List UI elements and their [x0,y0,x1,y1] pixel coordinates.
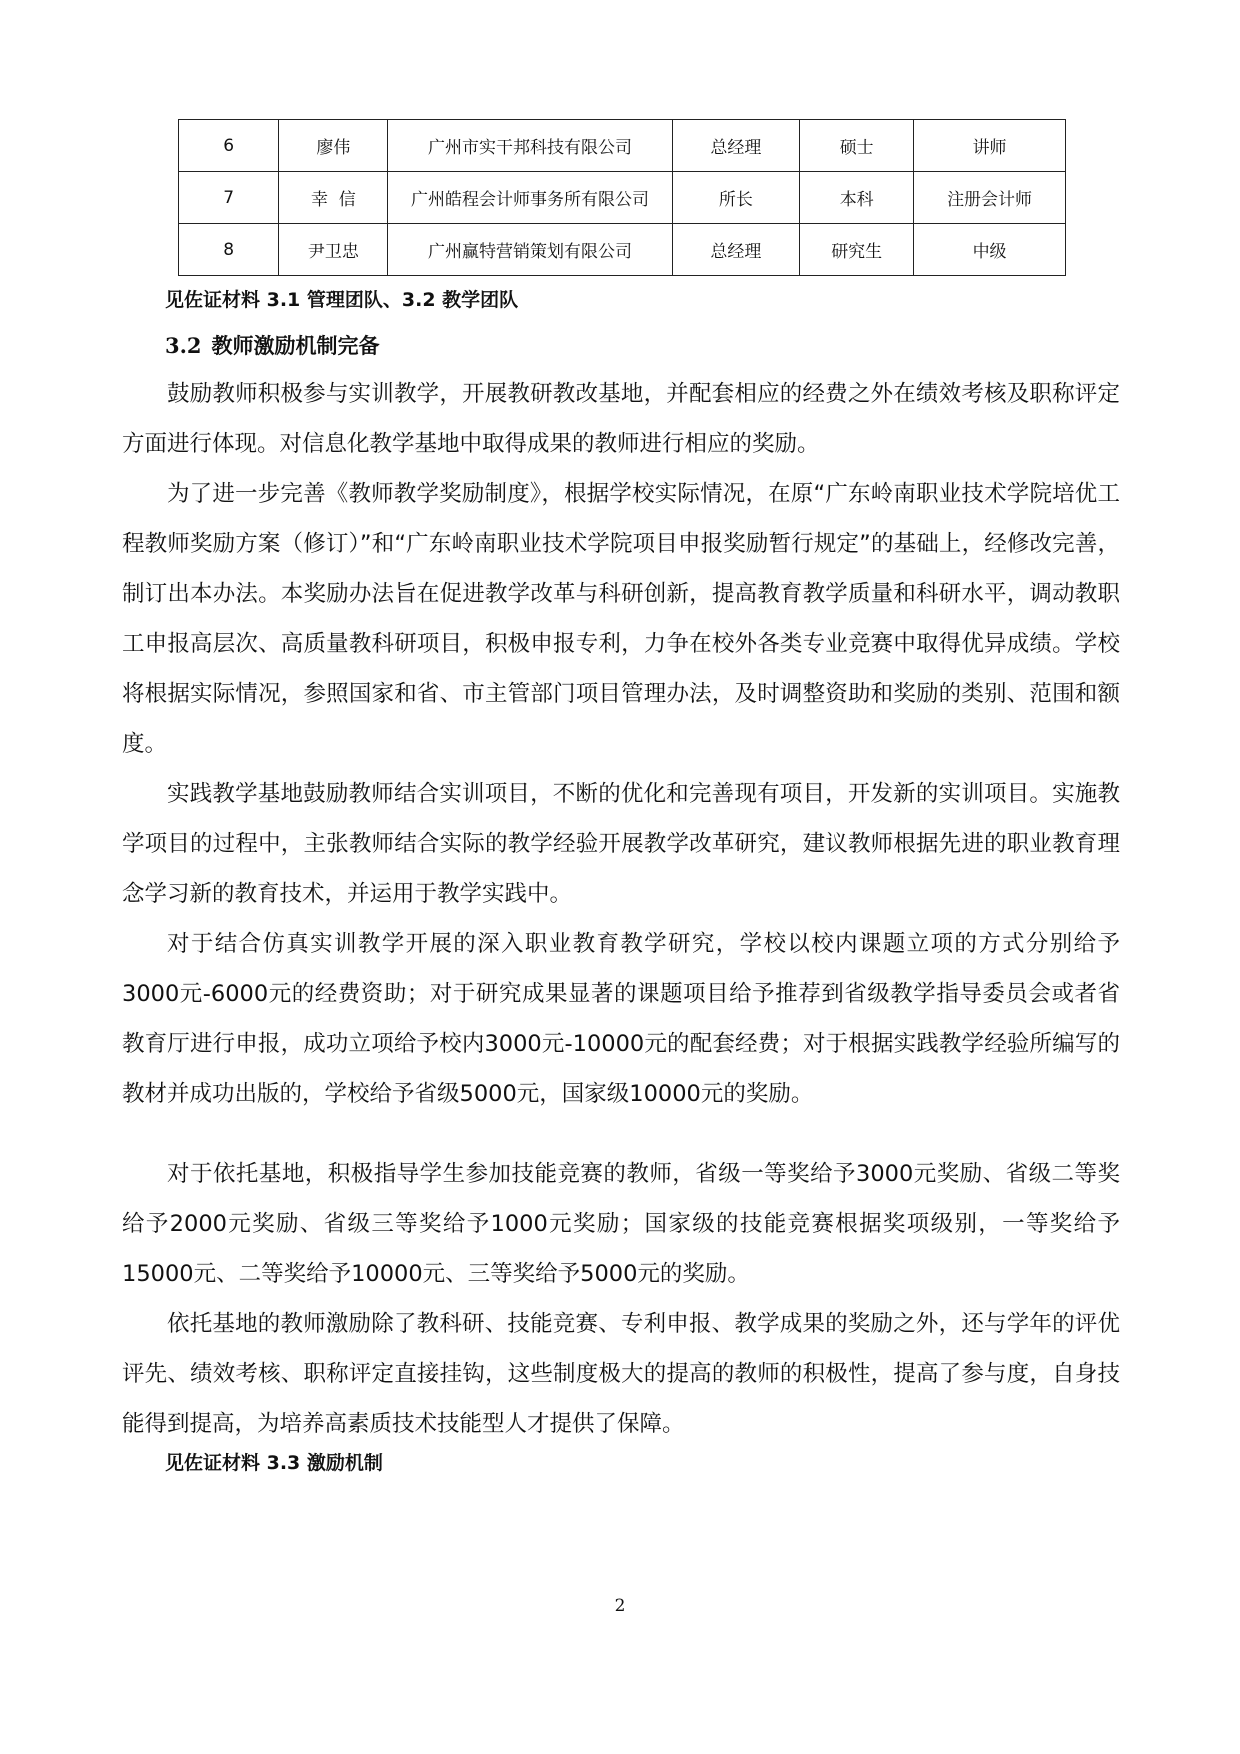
company-name: 广州赢特营销策划有限公司 [388,224,672,276]
page-number: 2 [614,1596,626,1616]
education-level: 硕士 [800,120,914,172]
company-name: 广州皓程会计师事务所有限公司 [388,172,672,224]
staff-table [178,119,1066,276]
staff-name: 廖伟 [279,120,388,172]
row-number: 7 [179,172,279,224]
row-number: 8 [179,224,279,276]
section-title: 教师激励机制完备 [211,334,380,358]
education-level: 本科 [800,172,914,224]
staff-name: 幸 信 [279,172,388,224]
evidence-reference-team: 见佐证材料 3.1 管理团队、3.2 教学团队 [165,289,519,311]
job-position: 总经理 [672,224,800,276]
evidence-reference-incentive: 见佐证材料 3.3 激励机制 [165,1452,383,1474]
professional-title: 中级 [914,224,1066,276]
paragraph-1: 鼓励教师积极参与实训教学，开展教研教改基地，并配套相应的经费之外在绩效考核及职称评定方面进行体现。对信息化教学基地中取得成果的教师进行相应的奖励。 [122,381,1120,457]
job-position: 总经理 [672,120,800,172]
professional-title: 讲师 [914,120,1066,172]
company-name: 广州市实干邦科技有限公司 [388,120,672,172]
table-row [179,172,1066,224]
paragraph-5: 对于依托基地，积极指导学生参加技能竞赛的教师，省级一等奖给予3000元奖励、省级二等奖给予2000元奖励、省级三等奖给予1000元奖励；国家级的技能竞赛根据奖项级别，一等奖给予15000元、二等奖给予10000元、三等奖给予5000元的奖励。 [122,1161,1120,1287]
paragraph-6: 依托基地的教师激励除了教科研、技能竞赛、专利申报、教学成果的奖励之外，还与学年的评优评先、绩效考核、职称评定直接挂钩，这些制度极大的提高的教师的积极性，提高了参与度，自身技能得到提高，为培养高素质技术技能型人才提供了保障。 [122,1311,1120,1437]
professional-title: 注册会计师 [914,172,1066,224]
table-row [179,224,1066,276]
section-heading [165,330,380,360]
education-level: 研究生 [800,224,914,276]
section-number: 3.2 [165,333,202,358]
staff-name: 尹卫忠 [279,224,388,276]
job-position: 所长 [672,172,800,224]
row-number: 6 [179,120,279,172]
paragraph-4: 对于结合仿真实训教学开展的深入职业教育教学研究，学校以校内课题立项的方式分别给予3000元-6000元的经费资助；对于研究成果显著的课题项目给予推荐到省级教学指导委员会或者省教育厅进行申报，成功立项给予校内3000元-10000元的配套经费；对于根据实践教学经验所编写的教材并成功出版的，学校给予省级5000元，国家级10000元的奖励。 [122,931,1120,1107]
table-row [179,120,1066,172]
paragraph-2: 为了进一步完善《教师教学奖励制度》，根据学校实际情况，在原“广东岭南职业技术学院培优工程教师奖励方案（修订）”和“广东岭南职业技术学院项目申报奖励暂行规定”的基础上，经修改完善，制订出本办法。本奖励办法旨在促进教学改革与科研创新，提高教育教学质量和科研水平，调动教职工申报高层次、高质量教科研项目，积极申报专利，力争在校外各类专业竞赛中取得优异成绩。学校将根据实际情况，参照国家和省、市主管部门项目管理办法，及时调整资助和奖励的类别、范围和额度。 [122,481,1120,757]
paragraph-3: 实践教学基地鼓励教师结合实训项目，不断的优化和完善现有项目，开发新的实训项目。实施教学项目的过程中，主张教师结合实际的教学经验开展教学改革研究，建议教师根据先进的职业教育理念学习新的教育技术，并运用于教学实践中。 [122,781,1120,907]
